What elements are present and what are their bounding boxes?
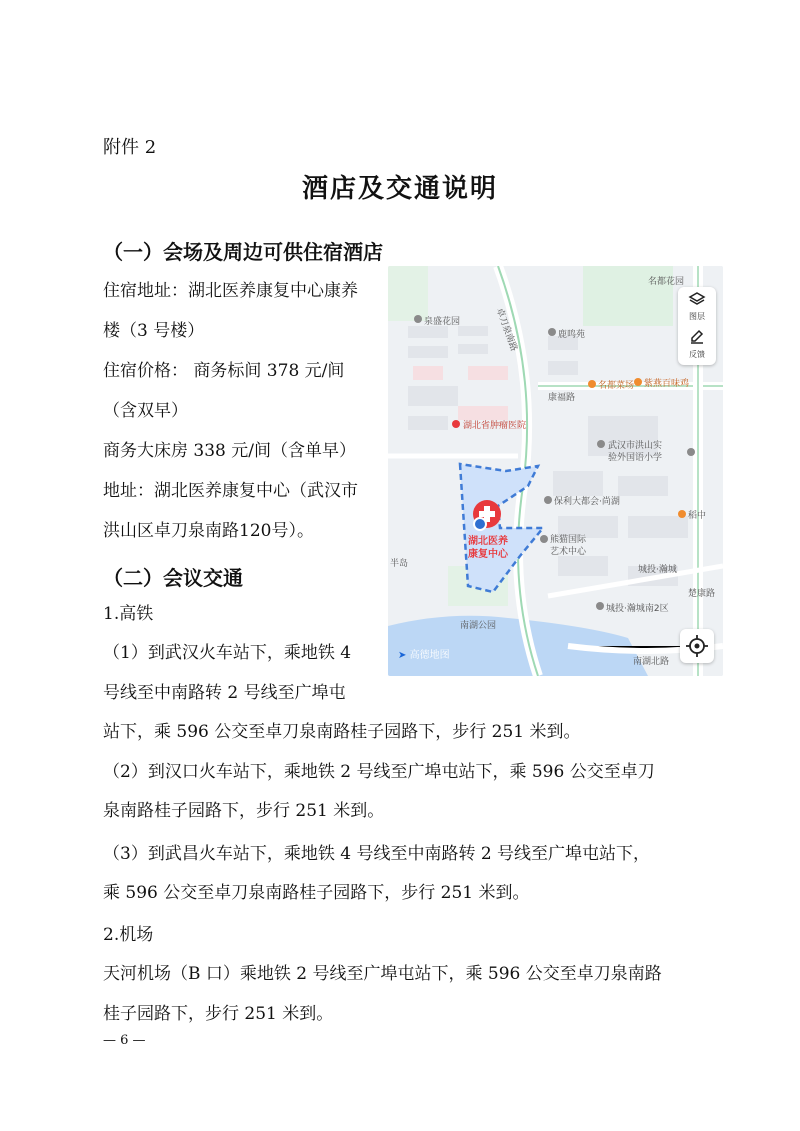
map-label: 紫燕百味鸡	[644, 379, 690, 389]
map-logo-text: 高德地图	[409, 650, 450, 661]
transport-text-line: 天河机场（B 口）乘地铁 2 号线至广埠屯站下，乘 596 公交至卓刀泉南路	[103, 964, 662, 984]
hotel-text-line: （含双早）	[103, 401, 188, 421]
attachment-label: 附件 2	[103, 137, 157, 158]
map-label: 卓刀泉南路	[493, 307, 519, 353]
hotel-text-line: 洪山区卓刀泉南路120号）。	[103, 521, 314, 541]
map-graphic	[388, 266, 723, 676]
transport-text-line: 2.机场	[103, 925, 154, 945]
transport-text-line: 号线至中南路转 2 号线至广埠屯	[103, 683, 346, 703]
map-label-venue: 湖北医养	[468, 536, 508, 547]
feedback-label: 反馈	[689, 350, 705, 359]
edit-icon	[688, 329, 706, 345]
transport-text-line: 泉南路桂子园路下，步行 251 米到。	[103, 801, 385, 821]
hotel-text-line: 楼（3 号楼）	[103, 321, 205, 341]
map-label: 南湖公园	[460, 621, 497, 631]
transport-text-line: 乘 596 公交至卓刀泉南路桂子园路下，步行 251 米到。	[103, 883, 530, 903]
transport-text-line: （1）到武汉火车站下，乘地铁 4	[103, 643, 352, 663]
locate-icon	[680, 629, 714, 663]
map-label: 泉盛花园	[424, 317, 461, 327]
hotel-text-line: 商务大床房 338 元/间（含单早）	[103, 441, 356, 461]
map-label: 湖北省肿瘤医院	[463, 421, 527, 431]
map-label: 半岛	[390, 559, 409, 569]
transport-text-line: 站下，乘 596 公交至卓刀泉南路桂子园路下，步行 251 米到。	[103, 722, 581, 742]
transport-text-line: （2）到汉口火车站下，乘地铁 2 号线至广埠屯站下，乘 596 公交至卓刀	[103, 762, 655, 782]
hotel-text-line: 住宿地址：湖北医养康复中心康养	[103, 281, 358, 301]
map-controls	[678, 287, 716, 365]
map-label: 城投·瀚城	[638, 565, 677, 575]
transport-text-line: 1.高铁	[103, 604, 154, 624]
map-label: 熊猫国际	[550, 535, 587, 545]
locate-button[interactable]	[680, 629, 714, 663]
map-label: 南湖北路	[633, 657, 670, 667]
map-label: 艺术中心	[550, 547, 587, 557]
layers-icon	[688, 291, 706, 307]
hotel-text-line: 地址：湖北医养康复中心（武汉市	[103, 481, 358, 501]
location-map[interactable]	[388, 266, 723, 676]
map-label: 城投·瀚城南2区	[606, 604, 669, 614]
map-label-venue: 康复中心	[468, 549, 508, 560]
map-label: 楚康路	[688, 589, 716, 599]
map-label: 验外国语小学	[608, 453, 663, 463]
section-heading-transport: （二）会议交通	[103, 566, 243, 590]
map-label: 名都花园	[648, 277, 685, 287]
feedback-button[interactable]	[678, 329, 716, 360]
map-label: 康福路	[548, 393, 576, 403]
page-title: 酒店及交通说明	[301, 174, 498, 204]
map-label: 保利大都会·尚湖	[554, 497, 620, 507]
hotel-text-line: 住宿价格： 商务标间 378 元/间	[103, 361, 345, 381]
layers-label: 图层	[689, 312, 705, 321]
map-label: 鹿鸣苑	[558, 330, 586, 340]
transport-text-line: 桂子园路下，步行 251 米到。	[103, 1004, 334, 1024]
page-number: — 6 —	[103, 1033, 146, 1048]
map-label: 名都菜场	[598, 381, 635, 391]
map-label: 武汉市洪山实	[608, 441, 663, 451]
layers-button[interactable]	[678, 291, 716, 322]
map-label: 稻中	[688, 511, 707, 521]
section-heading-hotels: （一）会场及周边可供住宿酒店	[103, 240, 383, 264]
navigation-arrow-icon: ➤	[398, 650, 407, 661]
map-logo	[398, 646, 450, 661]
transport-text-line: （3）到武昌火车站下，乘地铁 4 号线至中南路转 2 号线至广埠屯站下，	[103, 844, 651, 864]
